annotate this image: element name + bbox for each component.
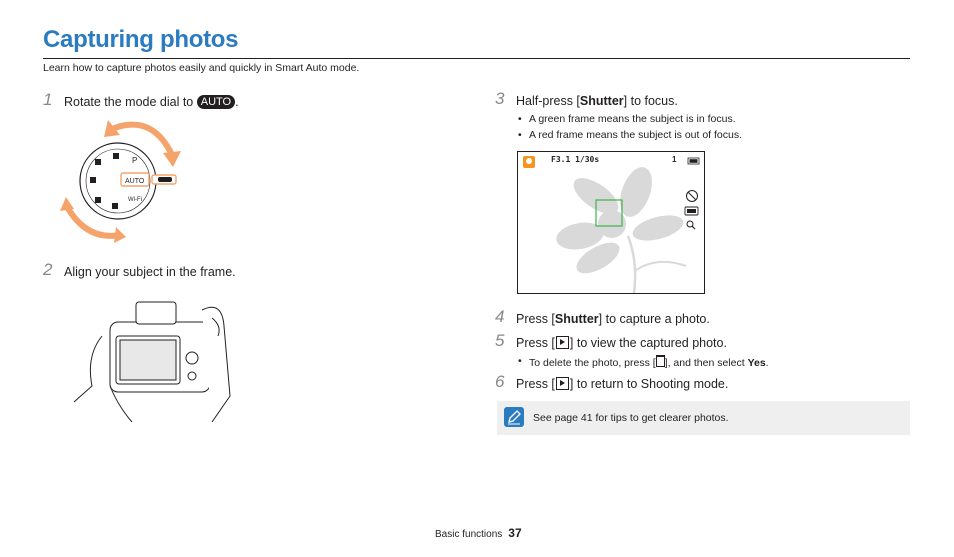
bullet-in-focus: • A green frame means the subject is in focus. bbox=[529, 113, 736, 125]
svg-text:Wi-Fi: Wi-Fi bbox=[128, 197, 142, 203]
step-5: 5 Press [ ] to view the captured photo. bbox=[495, 331, 727, 350]
note-text: See page 41 for tips to get clearer photos. bbox=[533, 412, 729, 424]
playback-icon bbox=[556, 336, 569, 349]
tip-note bbox=[497, 401, 910, 435]
page-title: Capturing photos bbox=[43, 26, 239, 53]
step-1: 1 Rotate the mode dial to AUTO . bbox=[43, 90, 239, 109]
playback-icon bbox=[556, 377, 569, 390]
step-6: 6 Press [ ] to return to Shooting mode. bbox=[495, 372, 729, 391]
note-pencil-icon bbox=[504, 407, 524, 427]
footer-section: Basic functions bbox=[435, 529, 503, 540]
camera-viewfinder bbox=[136, 302, 176, 324]
trash-icon bbox=[656, 355, 665, 367]
shot-count: 1 bbox=[672, 155, 677, 164]
page-footer bbox=[435, 526, 522, 540]
mode-icon bbox=[95, 197, 101, 203]
page-subtitle: Learn how to capture photos easily and quickly in Smart Auto mode. bbox=[43, 62, 360, 74]
bullet-out-of-focus: • A red frame means the subject is out of focus. bbox=[529, 129, 742, 141]
step-3: 3 Half-press [Shutter] to focus. bbox=[495, 89, 678, 108]
camera-lcd-preview bbox=[517, 151, 705, 294]
exposure-readout: F3.1 1/30s bbox=[551, 155, 600, 164]
mode-icon bbox=[113, 153, 119, 159]
svg-text:AUTO: AUTO bbox=[125, 178, 145, 185]
title-divider bbox=[43, 58, 910, 59]
page-number: 37 bbox=[508, 526, 522, 540]
mode-icon bbox=[112, 203, 118, 209]
left-hand bbox=[74, 336, 102, 402]
step-number: 1 bbox=[43, 90, 53, 109]
mode-dial-illustration bbox=[60, 117, 200, 245]
mode-icon bbox=[95, 159, 101, 165]
auto-mode-badge: AUTO bbox=[197, 95, 235, 109]
shutter-key: Shutter bbox=[554, 312, 599, 326]
svg-text:P: P bbox=[132, 156, 138, 165]
step-2: 2 Align your subject in the frame. bbox=[43, 260, 236, 279]
bullet-delete-photo: • To delete the photo, press [ ], and then select Yes. bbox=[529, 355, 769, 369]
step-4: 4 Press [Shutter] to capture a photo. bbox=[495, 307, 710, 326]
shutter-key: Shutter bbox=[579, 94, 624, 108]
hands-holding-camera-illustration bbox=[72, 296, 252, 422]
mode-icon bbox=[90, 177, 96, 183]
